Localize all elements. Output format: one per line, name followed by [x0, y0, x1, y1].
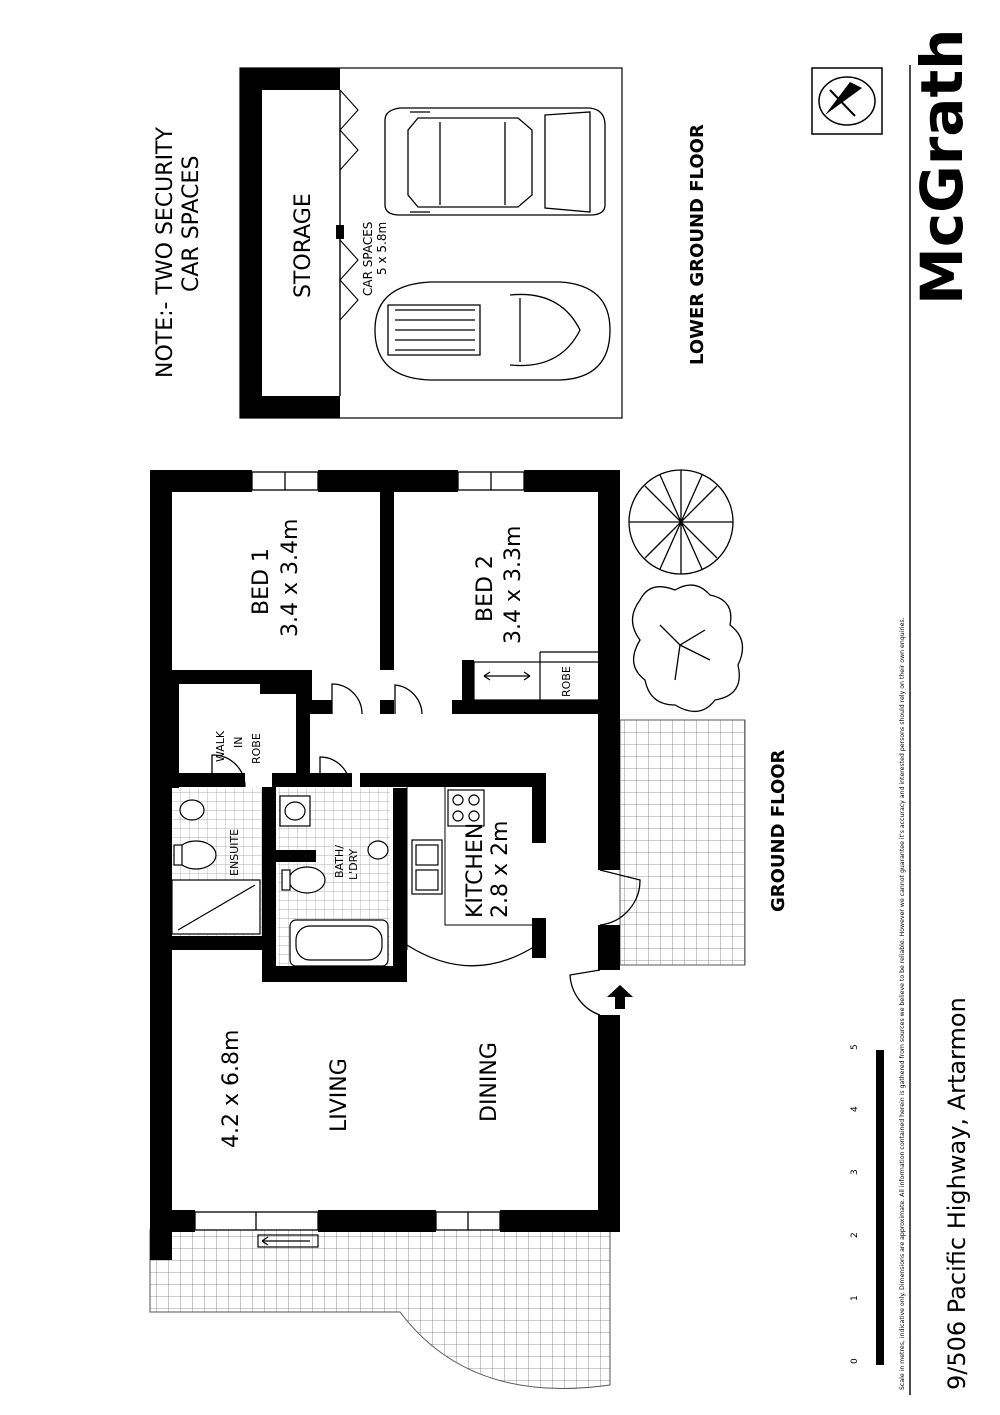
tree-icon: [629, 470, 733, 574]
car-spaces-size: 5 x 5.8m: [375, 221, 389, 275]
ensuite-label: ENSUITE: [228, 828, 241, 876]
bed2-size: 3.4 x 3.3m: [501, 525, 526, 644]
rear-terrace: [150, 1230, 610, 1389]
note-line-1: NOTE:- TWO SECURITY: [153, 127, 178, 378]
bed1-name: BED 1: [249, 548, 274, 615]
address: 9/506 Pacific Highway, Artarmon: [943, 997, 971, 1390]
living-size: 4.2 x 6.8m: [219, 1029, 244, 1148]
front-patio: [620, 720, 745, 965]
scale-tick-3: 3: [850, 1169, 860, 1175]
scale-tick-2: 2: [850, 1232, 860, 1238]
car-bottom-icon: [375, 282, 610, 380]
scale-tick-5: 5: [850, 1044, 860, 1050]
car-spaces-label: CAR SPACES: [361, 221, 375, 296]
scale-tick-4: 4: [850, 1106, 860, 1112]
dining-name: DINING: [477, 1042, 502, 1122]
kitchen-size: 2.8 x 2m: [488, 820, 513, 918]
disclaimer: Scale in metres, indicative only. Dimensions are approximate. All information contained herein is gathered from sources we believe to be reliable. However we cannot guarantee it's accuracy and interested persons should rely on their own enquiries.: [899, 617, 906, 1390]
walk-in-robe-line-3: ROBE: [250, 733, 263, 764]
lower-ground-title: LOWER GROUND FLOOR: [687, 124, 708, 365]
living-name: LIVING: [327, 1058, 352, 1132]
bath-label-line-1: BATH/: [333, 845, 346, 878]
bed2-name: BED 2: [473, 555, 498, 622]
note-line-2: CAR SPACES: [179, 155, 204, 292]
scale-tick-1: 1: [850, 1295, 860, 1301]
ground-floor-title: GROUND FLOOR: [768, 749, 789, 912]
bath-label-line-2: L'DRY: [347, 848, 360, 880]
scale-ticks: [850, 1044, 860, 1364]
brand-logo: McGrath: [908, 28, 976, 305]
kitchen-name: KITCHEN: [463, 822, 488, 918]
door-swings: [212, 684, 640, 1015]
compass-icon: [812, 68, 882, 134]
garage-doors: [340, 90, 358, 320]
shrub-icon: [633, 585, 743, 711]
robe-fixture: [474, 652, 600, 700]
scale-tick-0: 0: [850, 1358, 860, 1364]
scale-bar: [876, 1050, 884, 1365]
walk-in-robe-line-1: WALK: [214, 730, 227, 762]
bed1-size: 3.4 x 3.4m: [278, 518, 303, 637]
storage-label: STORAGE: [291, 193, 316, 298]
walk-in-robe-line-2: IN: [232, 736, 245, 748]
car-top-icon: [385, 108, 605, 215]
robe-label: ROBE: [560, 666, 573, 697]
entry-arrow-icon: [607, 985, 633, 1009]
